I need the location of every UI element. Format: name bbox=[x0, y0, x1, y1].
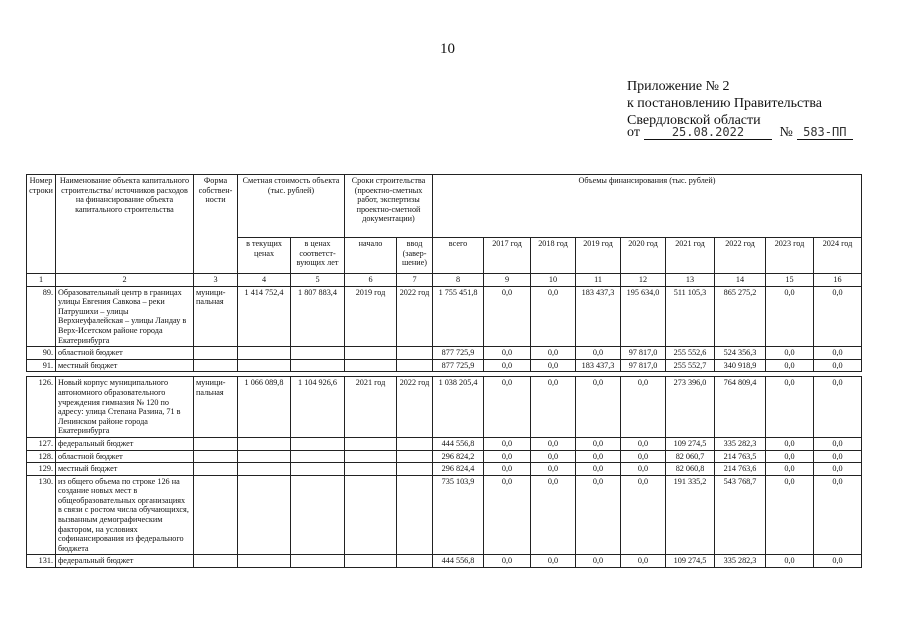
cell-start bbox=[345, 475, 397, 555]
column-number: 16 bbox=[814, 274, 862, 287]
financing-table bbox=[26, 174, 862, 568]
cell-y2023: 0,0 bbox=[766, 286, 814, 347]
header-funding: Объемы финансирования (тыс. рублей) bbox=[433, 175, 862, 238]
cell-y2024: 0,0 bbox=[814, 463, 862, 476]
cell-y2022: 543 768,7 bbox=[715, 475, 766, 555]
cell-cur bbox=[238, 347, 291, 360]
cell-y2021: 255 552,7 bbox=[666, 359, 715, 372]
cell-total: 1 038 205,4 bbox=[433, 377, 484, 438]
cell-end bbox=[397, 359, 433, 372]
cell-y2023: 0,0 bbox=[766, 359, 814, 372]
cell-cur bbox=[238, 475, 291, 555]
table-row bbox=[27, 286, 862, 347]
cell-start: 2021 год bbox=[345, 377, 397, 438]
cell-y2024: 0,0 bbox=[814, 347, 862, 360]
table-row bbox=[27, 450, 862, 463]
cell-y2019: 0,0 bbox=[576, 555, 621, 568]
cell-y2024: 0,0 bbox=[814, 377, 862, 438]
cell-y2023: 0,0 bbox=[766, 463, 814, 476]
cell-end bbox=[397, 450, 433, 463]
cell-cur: 1 066 089,8 bbox=[238, 377, 291, 438]
cell-y2022: 340 918,9 bbox=[715, 359, 766, 372]
cell-start: 2019 год bbox=[345, 286, 397, 347]
cell-y2020: 0,0 bbox=[621, 437, 666, 450]
cell-y2022: 865 275,2 bbox=[715, 286, 766, 347]
header-commissioning: ввод (завер-шение) bbox=[397, 238, 433, 274]
cell-total: 296 824,4 bbox=[433, 463, 484, 476]
cell-name: областной бюджет bbox=[56, 347, 194, 360]
cell-name: федеральный бюджет bbox=[56, 437, 194, 450]
cell-y2022: 214 763,5 bbox=[715, 450, 766, 463]
header-corresponding-prices: в ценах соответст-вующих лет bbox=[291, 238, 345, 274]
column-number: 11 bbox=[576, 274, 621, 287]
cell-name: из общего объема по строке 126 на создание новых мест в общеобразовательных организациях в связи с ростом числа обучающихся, вызванным демографическим фактором, на условиях софинансирования из федерального бюджета bbox=[56, 475, 194, 555]
header-2017: 2017 год bbox=[484, 238, 531, 274]
cell-y2020: 0,0 bbox=[621, 450, 666, 463]
cell-own bbox=[194, 359, 238, 372]
cell-y2020: 97 817,0 bbox=[621, 359, 666, 372]
cell-name: Образовательный центр в границах улицы Евгения Савкова – реки Патрушихи – улицы Верхнеуфалейская – улицы Ландау в Верх-Исетском районе города Екатеринбурга bbox=[56, 286, 194, 347]
table-row bbox=[27, 463, 862, 476]
cell-y2017: 0,0 bbox=[484, 450, 531, 463]
cell-y2021: 82 060,7 bbox=[666, 450, 715, 463]
cell-y2024: 0,0 bbox=[814, 475, 862, 555]
table-row bbox=[27, 555, 862, 568]
cell-end: 2022 год bbox=[397, 286, 433, 347]
cell-y2019: 183 437,3 bbox=[576, 359, 621, 372]
cell-end bbox=[397, 463, 433, 476]
cell-start bbox=[345, 555, 397, 568]
cell-end bbox=[397, 347, 433, 360]
cell-corr: 1 807 883,4 bbox=[291, 286, 345, 347]
cell-name: местный бюджет bbox=[56, 359, 194, 372]
cell-start bbox=[345, 347, 397, 360]
cell-name: Новый корпус муниципального автономного образовательного учреждения гимназия № 120 по адресу: улица Степана Разина, 71 в Ленинском районе города Екатеринбурга bbox=[56, 377, 194, 438]
cell-own bbox=[194, 437, 238, 450]
cell-y2019: 0,0 bbox=[576, 463, 621, 476]
cell-end bbox=[397, 475, 433, 555]
cell-y2024: 0,0 bbox=[814, 359, 862, 372]
cell-y2021: 109 274,5 bbox=[666, 555, 715, 568]
cell-y2020: 0,0 bbox=[621, 377, 666, 438]
cell-y2021: 255 552,6 bbox=[666, 347, 715, 360]
column-number: 8 bbox=[433, 274, 484, 287]
header-2021: 2021 год bbox=[666, 238, 715, 274]
decree-reference bbox=[627, 125, 853, 141]
header-2024: 2024 год bbox=[814, 238, 862, 274]
table-row bbox=[27, 437, 862, 450]
cell-y2020: 97 817,0 bbox=[621, 347, 666, 360]
from-label: от bbox=[627, 125, 640, 140]
cell-start bbox=[345, 437, 397, 450]
cell-own bbox=[194, 450, 238, 463]
cell-y2017: 0,0 bbox=[484, 555, 531, 568]
cell-total: 444 556,8 bbox=[433, 555, 484, 568]
cell-y2024: 0,0 bbox=[814, 450, 862, 463]
cell-n: 90. bbox=[27, 347, 56, 360]
cell-n: 126. bbox=[27, 377, 56, 438]
appendix-line3: Свердловской области bbox=[627, 113, 761, 128]
cell-corr bbox=[291, 450, 345, 463]
appendix-line2: к постановлению Правительства bbox=[627, 96, 823, 111]
cell-total: 735 103,9 bbox=[433, 475, 484, 555]
appendix-header bbox=[627, 78, 822, 129]
cell-own: муници-пальная bbox=[194, 286, 238, 347]
cell-total: 1 755 451,8 bbox=[433, 286, 484, 347]
cell-y2019: 0,0 bbox=[576, 475, 621, 555]
cell-corr bbox=[291, 463, 345, 476]
cell-y2018: 0,0 bbox=[531, 450, 576, 463]
cell-y2017: 0,0 bbox=[484, 347, 531, 360]
cell-y2022: 335 282,3 bbox=[715, 555, 766, 568]
header-terms: Сроки строительства (проектно-сметных работ, экспертизы проектно-сметной документации) bbox=[345, 175, 433, 238]
cell-n: 129. bbox=[27, 463, 56, 476]
cell-y2018: 0,0 bbox=[531, 475, 576, 555]
cell-n: 89. bbox=[27, 286, 56, 347]
cell-y2022: 524 356,3 bbox=[715, 347, 766, 360]
cell-y2020: 195 634,0 bbox=[621, 286, 666, 347]
cell-y2024: 0,0 bbox=[814, 437, 862, 450]
cell-y2017: 0,0 bbox=[484, 463, 531, 476]
cell-n: 128. bbox=[27, 450, 56, 463]
cell-y2022: 214 763,6 bbox=[715, 463, 766, 476]
cell-y2023: 0,0 bbox=[766, 450, 814, 463]
cell-y2024: 0,0 bbox=[814, 555, 862, 568]
cell-own bbox=[194, 347, 238, 360]
column-number: 10 bbox=[531, 274, 576, 287]
cell-y2019: 0,0 bbox=[576, 377, 621, 438]
table-row bbox=[27, 359, 862, 372]
column-number-row bbox=[27, 274, 862, 287]
header-current-prices: в текущих ценах bbox=[238, 238, 291, 274]
cell-corr: 1 104 926,6 bbox=[291, 377, 345, 438]
cell-y2023: 0,0 bbox=[766, 377, 814, 438]
cell-y2018: 0,0 bbox=[531, 555, 576, 568]
cell-y2017: 0,0 bbox=[484, 286, 531, 347]
cell-cur: 1 414 752,4 bbox=[238, 286, 291, 347]
appendix-title: Приложение № 2 bbox=[627, 79, 730, 94]
cell-total: 877 725,9 bbox=[433, 347, 484, 360]
header-2020: 2020 год bbox=[621, 238, 666, 274]
cell-cur bbox=[238, 450, 291, 463]
cell-start bbox=[345, 463, 397, 476]
cell-n: 130. bbox=[27, 475, 56, 555]
cell-y2019: 0,0 bbox=[576, 437, 621, 450]
header-name: Наименование объекта капитального строительства/ источников расходов на финансирование объекта капитального строительства bbox=[56, 175, 194, 274]
cell-cur bbox=[238, 555, 291, 568]
cell-y2017: 0,0 bbox=[484, 377, 531, 438]
column-number: 9 bbox=[484, 274, 531, 287]
header-estimated-cost: Сметная стоимость объекта (тыс. рублей) bbox=[238, 175, 345, 238]
cell-end bbox=[397, 437, 433, 450]
cell-y2020: 0,0 bbox=[621, 463, 666, 476]
column-number: 7 bbox=[397, 274, 433, 287]
cell-y2023: 0,0 bbox=[766, 475, 814, 555]
cell-y2022: 335 282,3 bbox=[715, 437, 766, 450]
column-number: 14 bbox=[715, 274, 766, 287]
page-number: 10 bbox=[440, 41, 455, 57]
header-2022: 2022 год bbox=[715, 238, 766, 274]
cell-corr bbox=[291, 475, 345, 555]
cell-y2023: 0,0 bbox=[766, 437, 814, 450]
cell-y2017: 0,0 bbox=[484, 359, 531, 372]
cell-y2018: 0,0 bbox=[531, 377, 576, 438]
column-number: 1 bbox=[27, 274, 56, 287]
cell-cur bbox=[238, 437, 291, 450]
header-start: начало bbox=[345, 238, 397, 274]
number-label: № bbox=[779, 125, 793, 140]
cell-y2021: 82 060,8 bbox=[666, 463, 715, 476]
cell-total: 877 725,9 bbox=[433, 359, 484, 372]
cell-corr bbox=[291, 555, 345, 568]
cell-y2020: 0,0 bbox=[621, 475, 666, 555]
cell-start bbox=[345, 359, 397, 372]
cell-corr bbox=[291, 359, 345, 372]
cell-own bbox=[194, 555, 238, 568]
column-number: 15 bbox=[766, 274, 814, 287]
cell-y2020: 0,0 bbox=[621, 555, 666, 568]
table-body bbox=[27, 286, 862, 567]
cell-start bbox=[345, 450, 397, 463]
column-number: 6 bbox=[345, 274, 397, 287]
table-row bbox=[27, 377, 862, 438]
cell-y2018: 0,0 bbox=[531, 359, 576, 372]
cell-name: федеральный бюджет bbox=[56, 555, 194, 568]
cell-own: муници-пальная bbox=[194, 377, 238, 438]
cell-y2019: 0,0 bbox=[576, 450, 621, 463]
header-2018: 2018 год bbox=[531, 238, 576, 274]
cell-y2021: 191 335,2 bbox=[666, 475, 715, 555]
column-number: 12 bbox=[621, 274, 666, 287]
column-number: 2 bbox=[56, 274, 194, 287]
cell-y2018: 0,0 bbox=[531, 437, 576, 450]
cell-y2017: 0,0 bbox=[484, 437, 531, 450]
cell-corr bbox=[291, 437, 345, 450]
header-row-number: Номер строки bbox=[27, 175, 56, 274]
cell-y2024: 0,0 bbox=[814, 286, 862, 347]
cell-end: 2022 год bbox=[397, 377, 433, 438]
cell-y2023: 0,0 bbox=[766, 555, 814, 568]
header-2023: 2023 год bbox=[766, 238, 814, 274]
decree-number: 583-ПП bbox=[797, 125, 853, 140]
cell-y2018: 0,0 bbox=[531, 286, 576, 347]
cell-y2021: 273 396,0 bbox=[666, 377, 715, 438]
decree-date: 25.08.2022 bbox=[644, 125, 772, 140]
column-number: 3 bbox=[194, 274, 238, 287]
cell-n: 131. bbox=[27, 555, 56, 568]
cell-cur bbox=[238, 463, 291, 476]
column-number: 13 bbox=[666, 274, 715, 287]
cell-y2017: 0,0 bbox=[484, 475, 531, 555]
column-number: 4 bbox=[238, 274, 291, 287]
cell-y2018: 0,0 bbox=[531, 463, 576, 476]
cell-y2019: 0,0 bbox=[576, 347, 621, 360]
cell-total: 296 824,2 bbox=[433, 450, 484, 463]
cell-y2019: 183 437,3 bbox=[576, 286, 621, 347]
cell-n: 127. bbox=[27, 437, 56, 450]
cell-end bbox=[397, 555, 433, 568]
cell-y2022: 764 809,4 bbox=[715, 377, 766, 438]
cell-cur bbox=[238, 359, 291, 372]
cell-y2021: 109 274,5 bbox=[666, 437, 715, 450]
header-2019: 2019 год bbox=[576, 238, 621, 274]
header-total: всего bbox=[433, 238, 484, 274]
cell-own bbox=[194, 463, 238, 476]
cell-y2023: 0,0 bbox=[766, 347, 814, 360]
cell-y2021: 511 105,3 bbox=[666, 286, 715, 347]
cell-corr bbox=[291, 347, 345, 360]
cell-name: областной бюджет bbox=[56, 450, 194, 463]
table-row bbox=[27, 475, 862, 555]
cell-n: 91. bbox=[27, 359, 56, 372]
cell-y2018: 0,0 bbox=[531, 347, 576, 360]
cell-total: 444 556,8 bbox=[433, 437, 484, 450]
table-row bbox=[27, 347, 862, 360]
column-number: 5 bbox=[291, 274, 345, 287]
cell-name: местный бюджет bbox=[56, 463, 194, 476]
header-ownership: Форма собствен-ности bbox=[194, 175, 238, 274]
cell-own bbox=[194, 475, 238, 555]
